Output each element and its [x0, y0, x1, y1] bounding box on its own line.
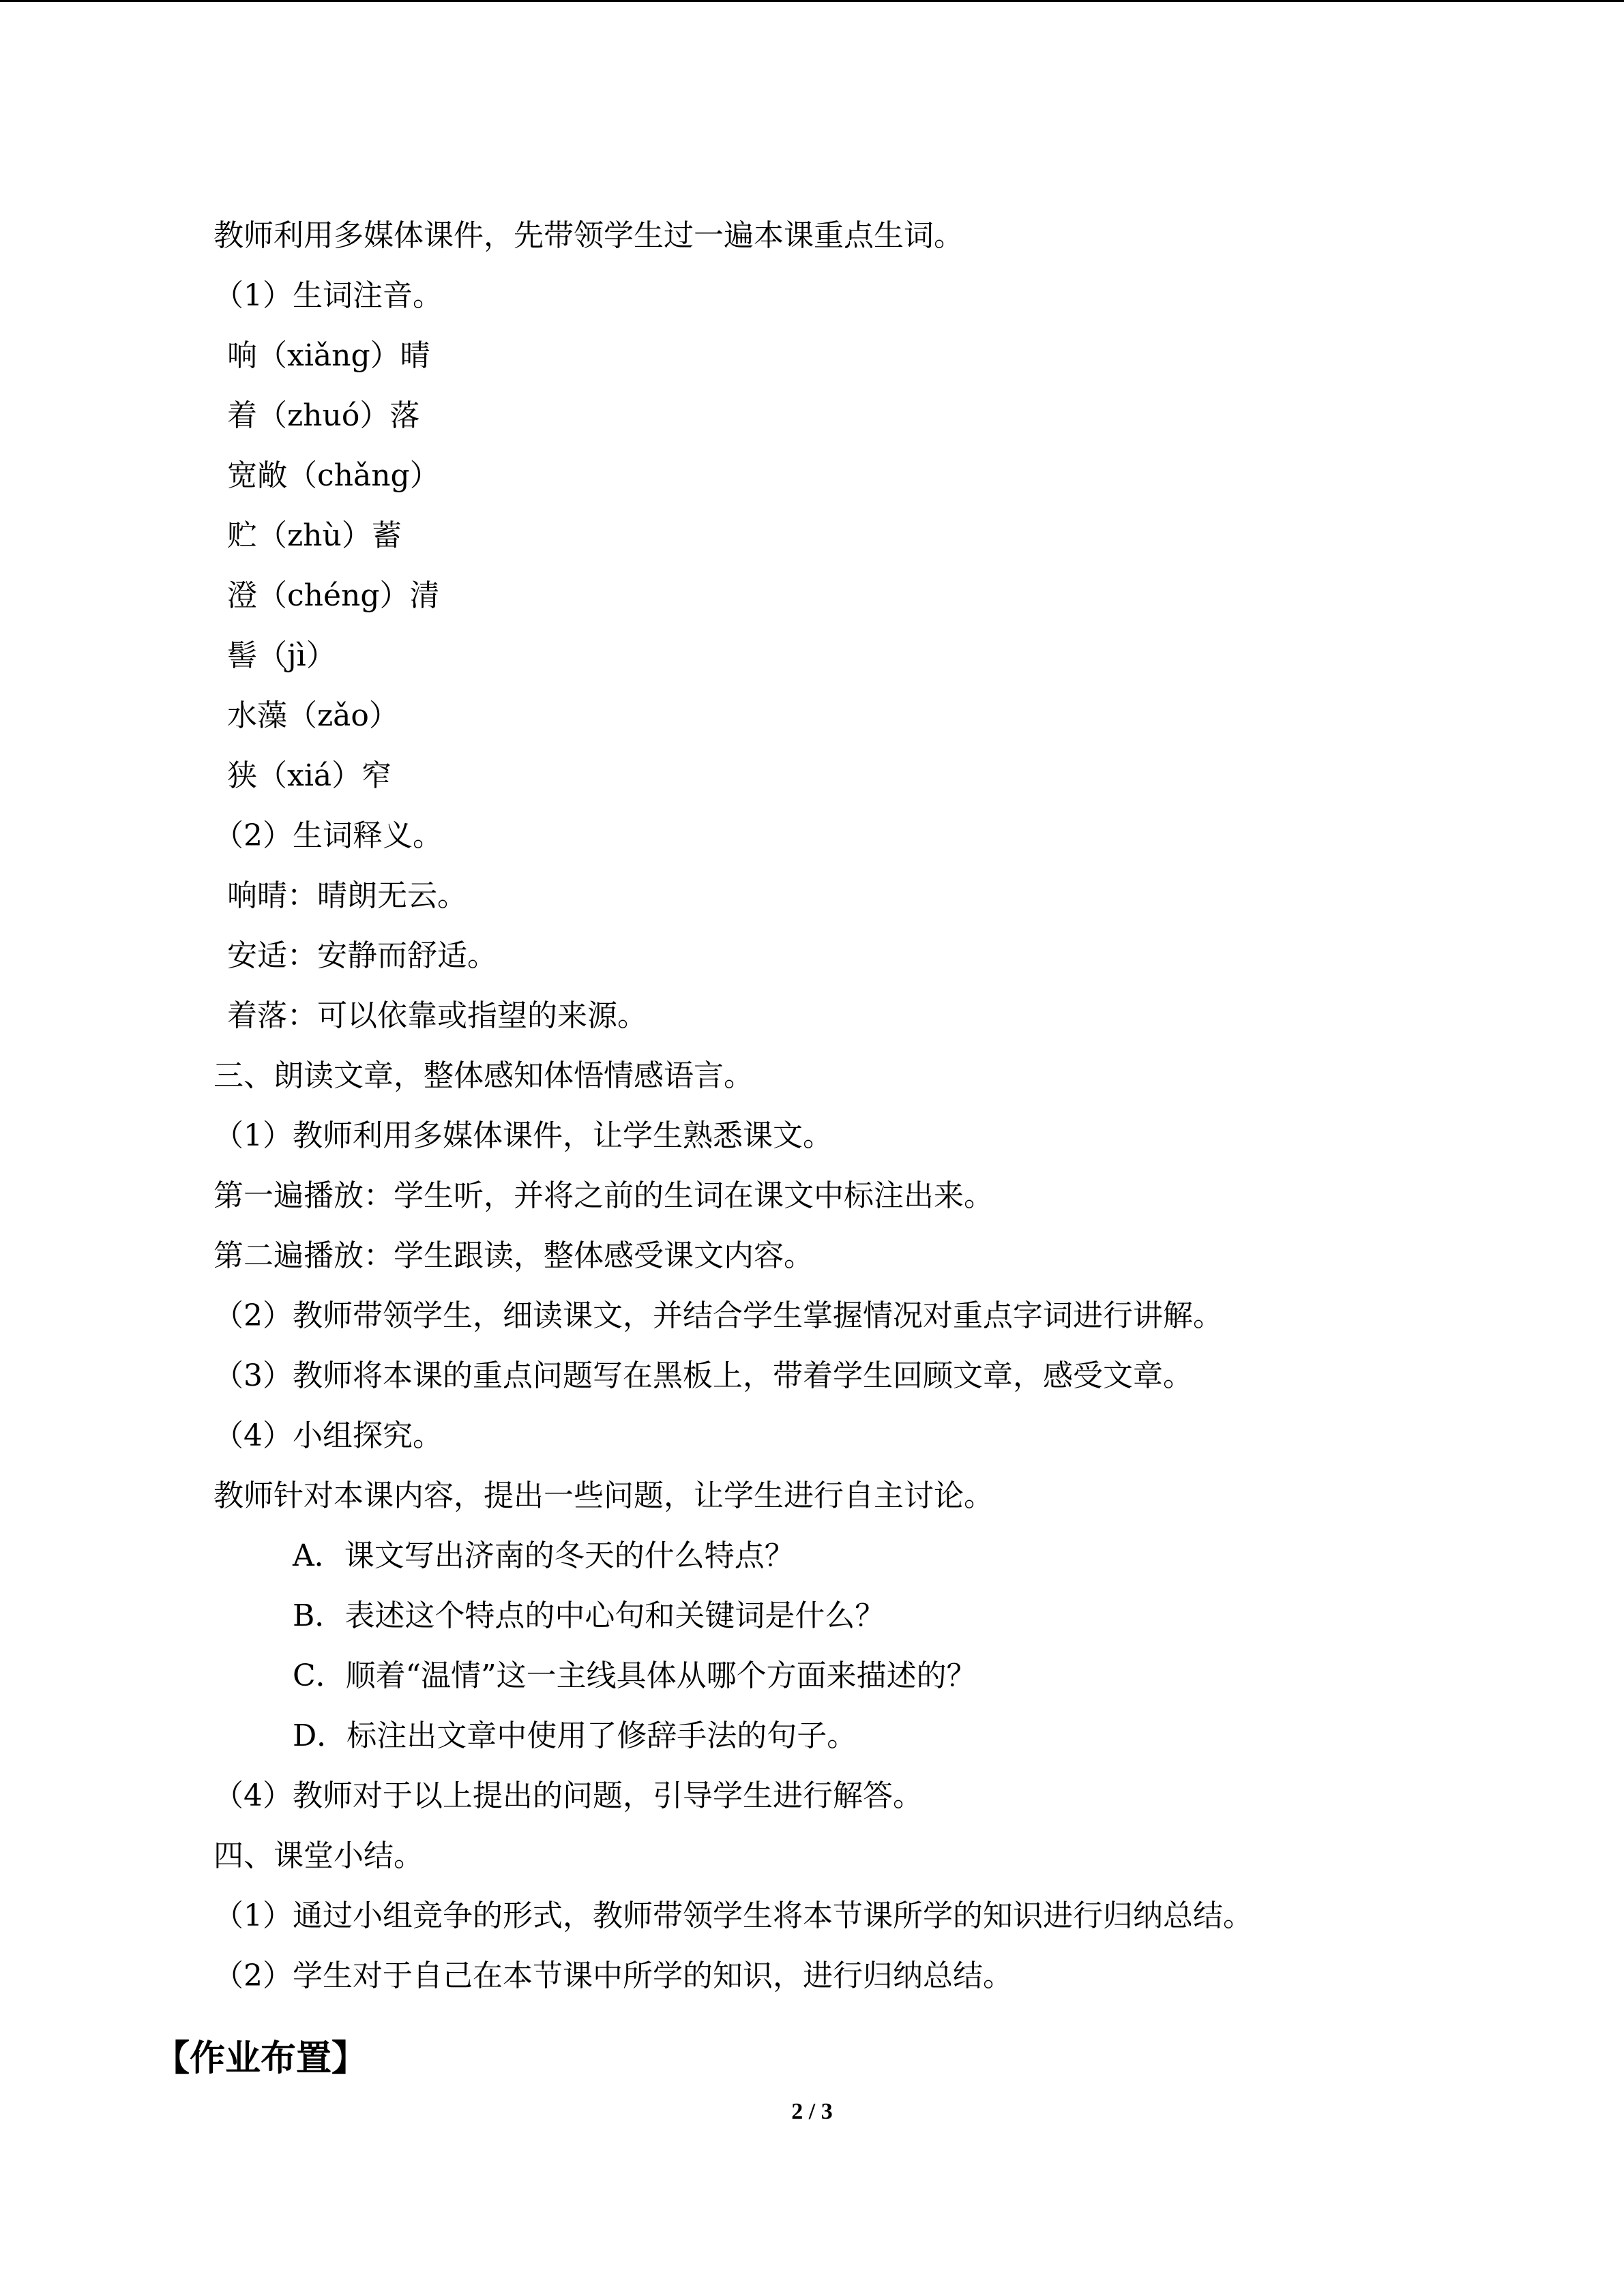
vocab-meaning-item: 响晴：晴朗无云。	[227, 878, 467, 913]
paragraph: （2）教师带领学生，细读课文，并结合学生掌握情况对重点字词进行讲解。	[213, 1298, 1223, 1333]
paragraph: 第一遍播放：学生听，并将之前的生词在课文中标注出来。	[213, 1178, 994, 1213]
paragraph: （1）教师利用多媒体课件，让学生熟悉课文。	[213, 1118, 833, 1153]
vocab-item: 贮（zhù）蓄	[227, 518, 402, 553]
paragraph: （2）学生对于自己在本节课中所学的知识，进行归纳总结。	[213, 1958, 1013, 1993]
page-top-border	[0, 0, 1624, 2]
paragraph: 教师针对本课内容，提出一些问题，让学生进行自主讨论。	[213, 1478, 994, 1513]
question-item: C．顺着“温情”这一主线具体从哪个方面来描述的？	[293, 1658, 977, 1693]
paragraph: （1）通过小组竞争的形式，教师带领学生将本节课所学的知识进行归纳总结。	[213, 1898, 1253, 1933]
vocab-item: 响（xiǎng）晴	[227, 338, 430, 373]
page-number: 2 / 3	[791, 2099, 833, 2124]
section-four-heading: 四、课堂小结。	[213, 1838, 424, 1873]
paragraph-intro: 教师利用多媒体课件，先带领学生过一遍本课重点生词。	[213, 218, 964, 253]
vocab-item: 狭（xiá）窄	[227, 758, 392, 793]
vocab-item: 着（zhuó）落	[227, 398, 420, 433]
question-item: D．标注出文章中使用了修辞手法的句子。	[293, 1718, 857, 1753]
vocab-pronunciation-heading: （1）生词注音。	[213, 278, 443, 313]
vocab-meaning-item: 着落：可以依靠或指望的来源。	[227, 998, 647, 1033]
paragraph: （4）教师对于以上提出的问题，引导学生进行解答。	[213, 1778, 923, 1813]
vocab-meaning-item: 安适：安静而舒适。	[227, 938, 497, 973]
vocab-item: 髻（jì）	[227, 638, 336, 673]
vocab-item: 澄（chéng）清	[227, 578, 440, 613]
vocab-item: 宽敞（chǎng）	[227, 458, 440, 493]
section-three-heading: 三、朗读文章，整体感知体悟情感语言。	[213, 1058, 754, 1093]
paragraph: 第二遍播放：学生跟读，整体感受课文内容。	[213, 1238, 814, 1273]
question-item: B．表述这个特点的中心句和关键词是什么？	[293, 1598, 885, 1633]
question-item: A．课文写出济南的冬天的什么特点？	[293, 1538, 795, 1573]
vocab-item: 水藻（zǎo）	[227, 698, 399, 733]
vocab-meaning-heading: （2）生词释义。	[213, 818, 443, 853]
paragraph: （3）教师将本课的重点问题写在黑板上，带着学生回顾文章，感受文章。	[213, 1358, 1193, 1393]
section-heading-homework: 【作业布置】	[154, 2038, 368, 2079]
paragraph: （4）小组探究。	[213, 1418, 443, 1453]
